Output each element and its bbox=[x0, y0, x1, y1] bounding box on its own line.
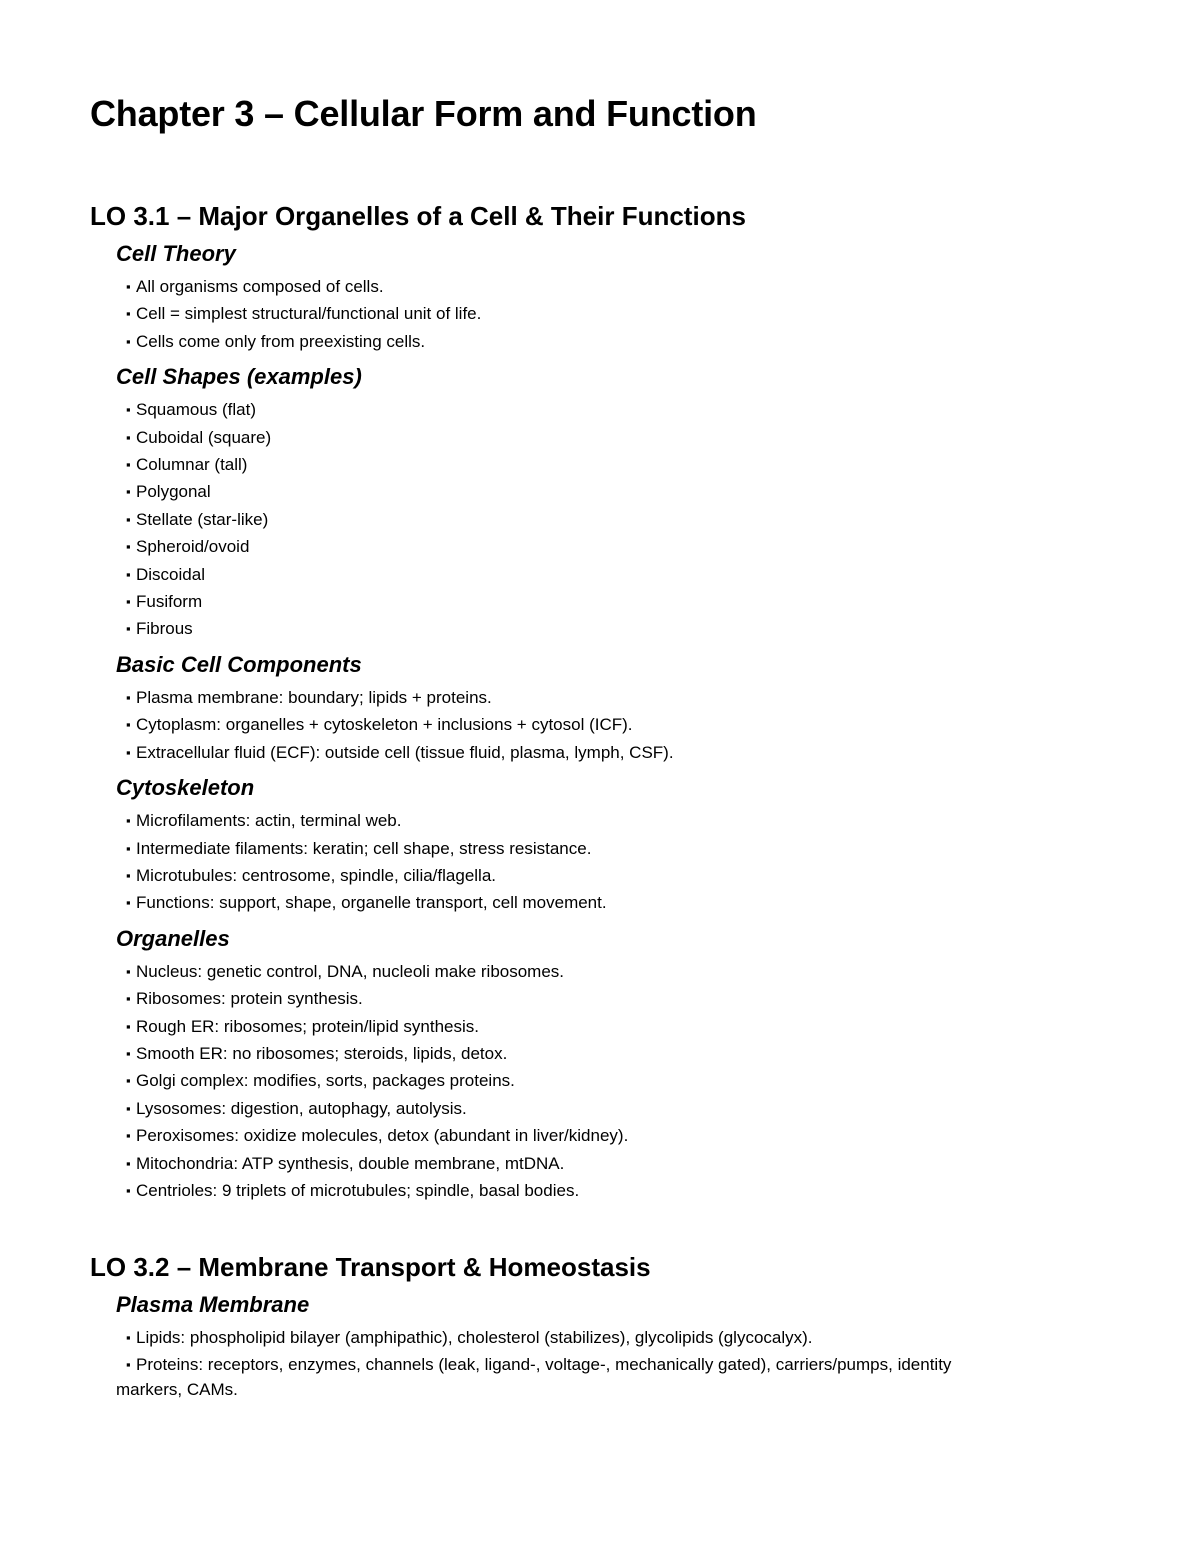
list-item bbox=[126, 1324, 1090, 1351]
list-item bbox=[126, 1177, 1090, 1204]
list-item bbox=[126, 889, 1090, 916]
list-item bbox=[126, 711, 1090, 738]
bullet-icon: ▪ bbox=[126, 991, 131, 1007]
bullet-icon: ▪ bbox=[126, 1356, 131, 1372]
list-item bbox=[126, 478, 1090, 505]
bullet-icon: ▪ bbox=[126, 566, 131, 582]
section-lo-3-2 bbox=[90, 1251, 1090, 1401]
list-item-text: All organisms composed of cells. bbox=[136, 277, 384, 296]
list-item bbox=[116, 1352, 1090, 1402]
list-item-text: Smooth ER: no ribosomes; steroids, lipids, detox. bbox=[136, 1043, 508, 1063]
list-item-text: Cytoplasm: organelles + cytoskeleton + inclusions + cytosol (ICF). bbox=[136, 715, 633, 735]
list-item-text: Fusiform bbox=[136, 592, 203, 612]
list-item bbox=[126, 588, 1090, 615]
topic-heading-cytoskeleton: Cytoskeleton bbox=[116, 775, 255, 801]
list-item-text: Fibrous bbox=[136, 619, 193, 639]
bullet-icon: ▪ bbox=[126, 539, 131, 555]
bullet-icon: ▪ bbox=[126, 594, 131, 610]
list-item bbox=[126, 506, 1090, 533]
list-item-text: Golgi complex: modifies, sorts, packages proteins. bbox=[136, 1071, 515, 1091]
list-item bbox=[126, 1095, 1090, 1122]
bullet-icon: ▪ bbox=[126, 1128, 131, 1144]
list-item-text: Polygonal bbox=[136, 482, 211, 502]
list-item-text: Extracellular fluid (ECF): outside cell (tissue fluid, plasma, lymph, CSF). bbox=[136, 742, 674, 762]
topic-plasma-membrane bbox=[116, 1291, 1090, 1401]
list-item-text: Lipids: phospholipid bilayer (amphipathic), cholesterol (stabilizes), glycolipids (glycocalyx). bbox=[136, 1328, 813, 1348]
topic-heading-cell-shapes: Cell Shapes (examples) bbox=[116, 364, 362, 390]
list-item-text: Squamous (flat) bbox=[136, 400, 256, 420]
list-item-text: Mitochondria: ATP synthesis, double membrane, mtDNA. bbox=[136, 1153, 565, 1173]
list-item bbox=[126, 424, 1090, 451]
list-item bbox=[126, 807, 1090, 834]
bullet-icon: ▪ bbox=[126, 457, 131, 473]
topic-heading-plasma-membrane: Plasma Membrane bbox=[116, 1292, 310, 1318]
bullet-icon: ▪ bbox=[126, 402, 131, 418]
list-item-text: Cell = simplest structural/functional unit of life. bbox=[136, 304, 482, 324]
list-item bbox=[126, 985, 1090, 1012]
list-item bbox=[126, 1067, 1090, 1094]
list-item bbox=[126, 739, 1090, 766]
list-item-text: Spheroid/ovoid bbox=[136, 537, 250, 557]
list-item bbox=[126, 1150, 1090, 1177]
list-item-text: Proteins: receptors, enzymes, channels (leak, ligand-, voltage-, mechanically gated), carriers/pumps, identity bbox=[136, 1354, 952, 1374]
topic-organelles bbox=[116, 925, 1090, 1205]
list-item-text: Peroxisomes: oxidize molecules, detox (abundant in liver/kidney). bbox=[136, 1126, 629, 1146]
bullet-icon: ▪ bbox=[126, 333, 131, 349]
bullet-icon: ▪ bbox=[126, 429, 131, 445]
list-item-text: Cuboidal (square) bbox=[136, 427, 272, 447]
bullet-icon: ▪ bbox=[126, 621, 131, 637]
list-item bbox=[126, 300, 1090, 327]
topic-cell-theory bbox=[116, 240, 1090, 355]
section-heading-lo-3-1: LO 3.1 – Major Organelles of a Cell & Their Functions bbox=[90, 201, 746, 231]
bullet-icon: ▪ bbox=[126, 1100, 131, 1116]
list-item bbox=[126, 1122, 1090, 1149]
bullet-icon: ▪ bbox=[126, 306, 131, 322]
page-title: Chapter 3 – Cellular Form and Function bbox=[90, 93, 757, 134]
list-item bbox=[126, 835, 1090, 862]
bullet-icon: ▪ bbox=[126, 511, 131, 527]
list-item bbox=[126, 561, 1090, 588]
topic-heading-cell-theory: Cell Theory bbox=[116, 241, 236, 266]
list-item bbox=[126, 273, 1090, 300]
organelles-list bbox=[116, 958, 1090, 1205]
section-heading-lo-3-2: LO 3.2 – Membrane Transport & Homeostasis bbox=[90, 1252, 651, 1283]
bullet-icon: ▪ bbox=[126, 744, 131, 760]
list-item bbox=[126, 328, 1090, 355]
list-item-text: Lysosomes: digestion, autophagy, autolysis. bbox=[136, 1098, 467, 1118]
bullet-icon: ▪ bbox=[126, 717, 131, 733]
list-item bbox=[126, 862, 1090, 889]
section-lo-3-1 bbox=[90, 200, 1090, 1204]
topic-heading-organelles: Organelles bbox=[116, 925, 230, 951]
topic-cell-shapes bbox=[116, 363, 1090, 643]
list-item-text: Discoidal bbox=[136, 564, 205, 584]
bullet-icon: ▪ bbox=[126, 279, 131, 294]
bullet-icon: ▪ bbox=[126, 840, 131, 856]
topic-cytoskeleton bbox=[116, 774, 1090, 917]
plasma-membrane-list bbox=[116, 1324, 1090, 1401]
list-item-text: Stellate (star-like) bbox=[136, 509, 269, 529]
list-item-text: Rough ER: ribosomes; protein/lipid synthesis. bbox=[136, 1016, 479, 1036]
bullet-icon: ▪ bbox=[126, 895, 131, 911]
list-item-text: Nucleus: genetic control, DNA, nucleoli make ribosomes. bbox=[136, 961, 565, 981]
bullet-icon: ▪ bbox=[126, 1155, 131, 1171]
bullet-icon: ▪ bbox=[126, 689, 131, 705]
list-item bbox=[126, 396, 1090, 423]
basic-components-list bbox=[116, 684, 1090, 766]
list-item-text: Intermediate filaments: keratin; cell shape, stress resistance. bbox=[136, 838, 592, 858]
bullet-icon: ▪ bbox=[126, 1018, 131, 1034]
list-item bbox=[126, 1013, 1090, 1040]
bullet-icon: ▪ bbox=[126, 813, 131, 829]
cell-theory-list bbox=[116, 273, 1090, 355]
topic-basic-components bbox=[116, 651, 1090, 766]
list-item-text: Functions: support, shape, organelle transport, cell movement. bbox=[136, 893, 607, 913]
bullet-icon: ▪ bbox=[126, 1045, 131, 1061]
list-item bbox=[126, 684, 1090, 711]
bullet-icon: ▪ bbox=[126, 963, 131, 979]
list-item bbox=[126, 958, 1090, 985]
cell-shapes-list bbox=[116, 396, 1090, 643]
list-item-text: Ribosomes: protein synthesis. bbox=[136, 989, 363, 1009]
cytoskeleton-list bbox=[116, 807, 1090, 917]
list-item bbox=[126, 451, 1090, 478]
bullet-icon: ▪ bbox=[126, 867, 131, 883]
list-item-text: Centrioles: 9 triplets of microtubules; spindle, basal bodies. bbox=[136, 1180, 580, 1200]
list-item-text: Microtubules: centrosome, spindle, cilia/flagella. bbox=[136, 865, 497, 885]
list-item-text: Plasma membrane: boundary; lipids + proteins. bbox=[136, 687, 492, 707]
list-item-text: Columnar (tall) bbox=[136, 455, 248, 475]
list-item-text: Microfilaments: actin, terminal web. bbox=[136, 811, 402, 831]
list-item-text: Cells come only from preexisting cells. bbox=[136, 331, 426, 351]
list-item bbox=[126, 615, 1090, 642]
bullet-icon: ▪ bbox=[126, 1330, 131, 1346]
list-item-text-continued: markers, CAMs. bbox=[116, 1379, 238, 1399]
bullet-icon: ▪ bbox=[126, 1182, 131, 1198]
topic-heading-basic-components: Basic Cell Components bbox=[116, 651, 362, 677]
list-item bbox=[126, 533, 1090, 560]
bullet-icon: ▪ bbox=[126, 1073, 131, 1089]
list-item bbox=[126, 1040, 1090, 1067]
bullet-icon: ▪ bbox=[126, 484, 131, 500]
